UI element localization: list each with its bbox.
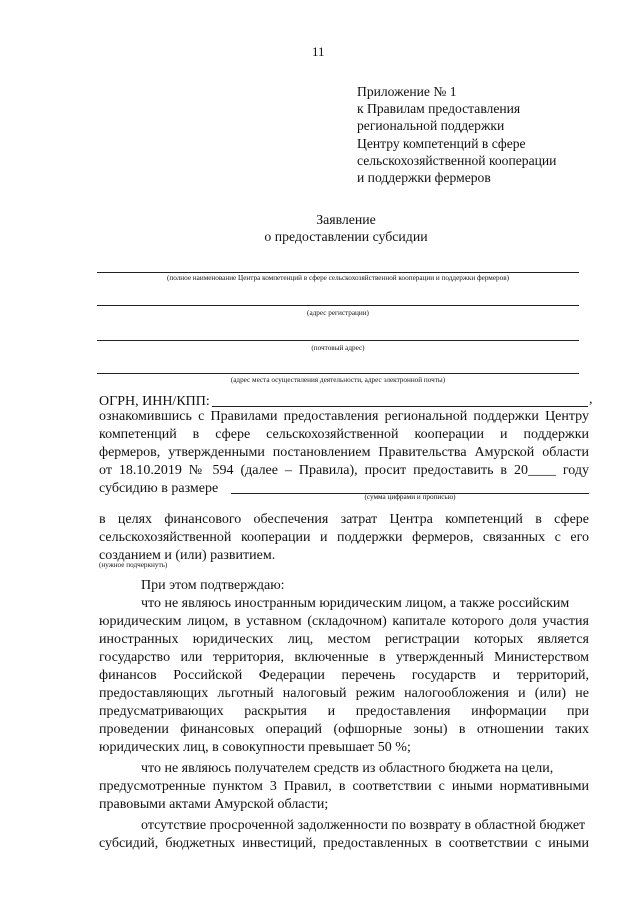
confirm-line: государство или территория, включенные в утвержденный Министерством [99,650,589,665]
confirm-line: юридических лиц, в совокупности превышает 50 %; [99,740,411,755]
document-title [0,211,640,245]
registration-address-caption: (адрес регистрации) [307,309,369,317]
paragraph-line: сельскохозяйственной кооперации и поддержки фермеров, связанных с его [99,530,589,545]
appendix-line: сельскохозяйственной кооперации [357,152,557,168]
appendix-line: региональной поддержки [357,118,505,134]
confirm-line: предусматривающих раскрытия и предоставления информации при [99,704,589,719]
subsidy-label: субсидию в размере [99,481,219,496]
confirm-line: правовыми актами Амурской области; [99,797,329,812]
confirm-line: юридическим лицом, в уставном (складочном) капитале которого доля участия [99,614,589,629]
full-name-line[interactable] [97,272,579,273]
ogrn-input-line[interactable] [212,406,588,407]
title-line: о предоставлении субсидии [264,229,428,244]
paragraph-line: созданием и (или) развитием. [99,548,276,563]
appendix-line: Центру компетенций в сфере [357,135,526,151]
paragraph-line: ознакомившись с Правилами предоставления региональной поддержки Центру [99,409,589,424]
ogrn-label: ОГРН, ИНН/КПП: [99,394,210,409]
confirm-line: субсидий, бюджетных инвестиций, предоставленных в соответствии с иными [99,836,589,851]
page-number: 11 [312,44,325,59]
appendix-block [357,83,556,186]
confirm-line: предоставляющих льготный налоговый режим налогообложения и (или) не [99,686,589,701]
confirm-line: что не являюсь иностранным юридическим лицом, а также российским [141,596,570,611]
appendix-line: и поддержки фермеров [357,170,491,186]
activity-address-line[interactable] [97,373,579,374]
confirm-line: проведении финансовых операций (офшорные зоны) в отношении таких [99,722,589,737]
postal-address-line[interactable] [97,340,579,341]
paragraph-line: фермеров, утвержденными постановлением Правительства Амурской области [99,445,589,460]
title-line: Заявление [316,212,376,227]
activity-address-caption: (адрес места осуществления деятельности, адрес электронной почты) [230,376,446,384]
paragraph-line: компетенций в сфере сельскохозяйственной кооперации и поддержки [99,427,589,442]
full-name-caption: (полное наименование Центра компетенций в сфере сельскохозяйственной кооперации и поддержки фермеров) [166,274,510,282]
confirm-line: отсутствие просроченной задолженности по возврату в областной бюджет [141,818,586,833]
paragraph-line: от 18.10.2019 № 594 (далее – Правила), просит предоставить в 20____ году [99,463,589,478]
ogrn-comma: , [589,392,593,407]
confirm-line: предусмотренные пунктом 3 Правил, в соответствии с иными нормативными [99,779,589,794]
amount-caption: (сумма цифрами и прописью) [364,493,456,501]
underline-caption: (нужное подчеркнуть) [99,561,168,569]
appendix-line: Приложение № 1 [357,84,457,99]
paragraph-line: в целях финансового обеспечения затрат Центра компетенций в сфере [99,512,589,527]
postal-address-caption: (почтовый адрес) [311,344,365,352]
confirm-intro: При этом подтверждаю: [141,578,285,593]
confirm-line: что не являюсь получателем средств из областного бюджета на цели, [141,761,554,776]
confirm-line: иностранных юридических лиц, местом регистрации которых является [99,632,589,647]
appendix-line: к Правилам предоставления [357,101,521,117]
registration-address-line[interactable] [97,305,579,306]
confirm-line: финансов Российской Федерации перечень государств и территорий, [99,668,589,683]
